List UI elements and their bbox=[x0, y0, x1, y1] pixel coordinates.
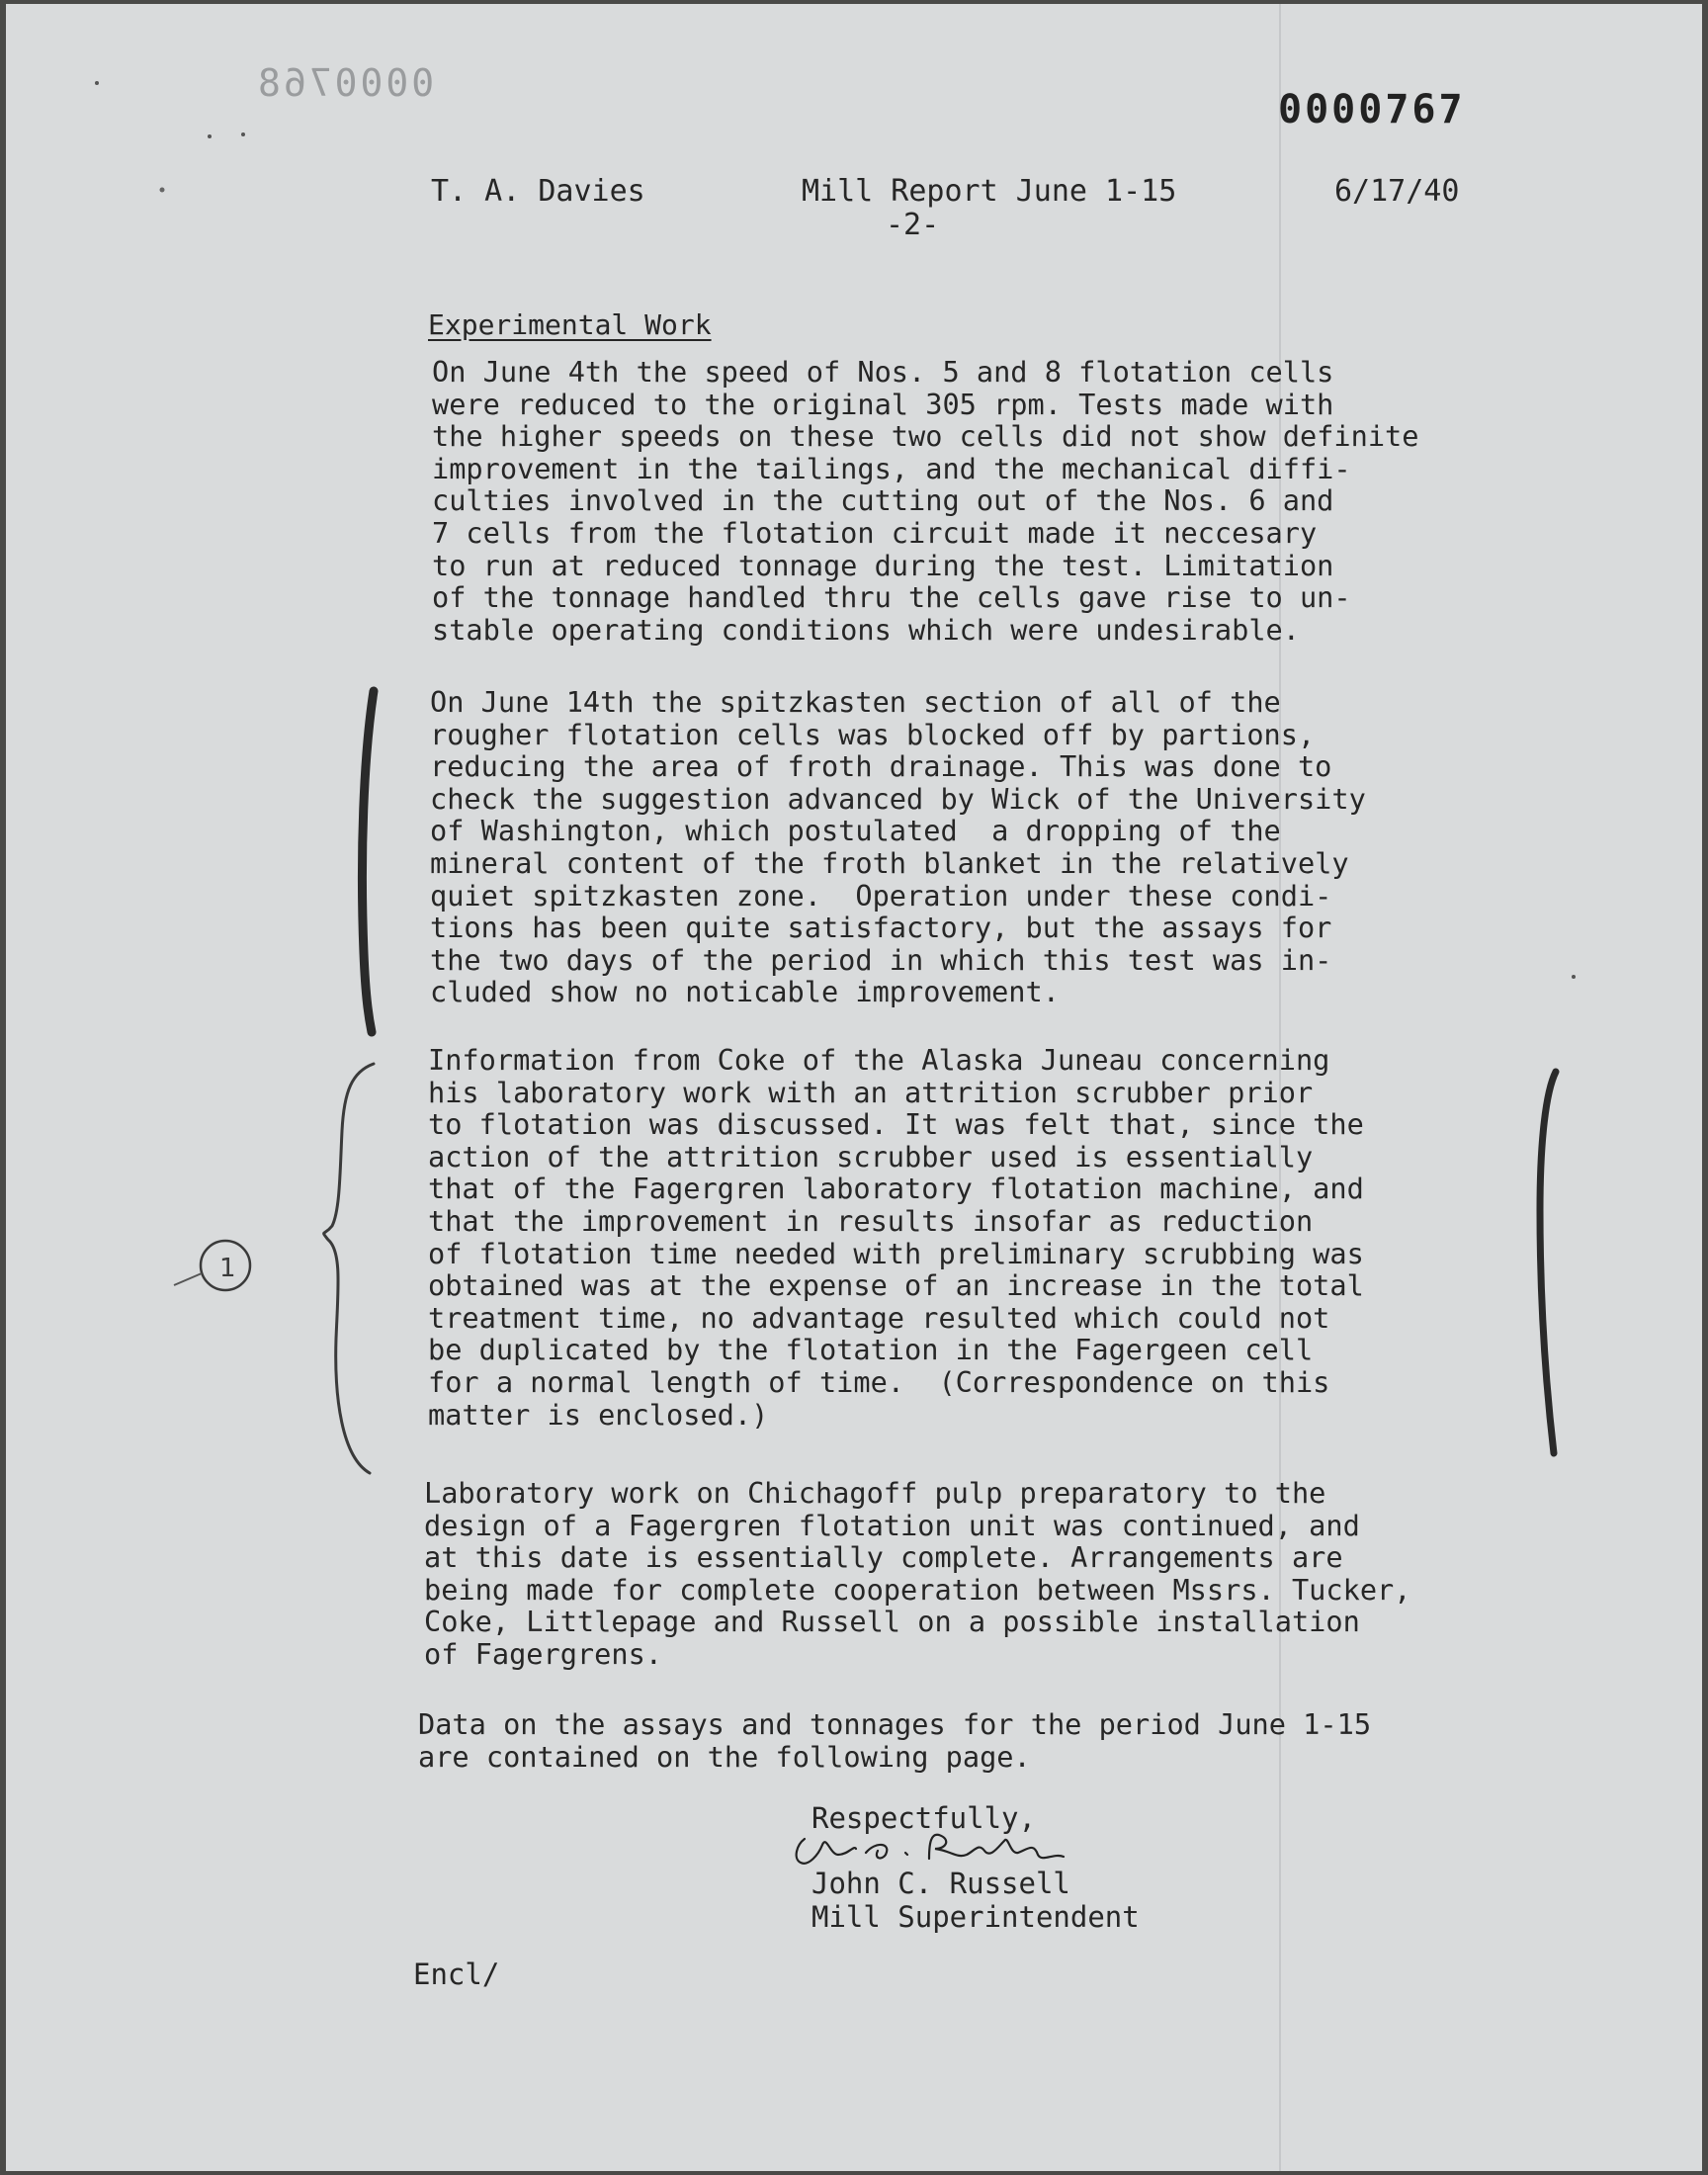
pencil-annotations bbox=[6, 4, 1702, 2171]
closing-salutation: Respectfully, bbox=[811, 1801, 1036, 1835]
paragraph-line: Data on the assays and tonnages for the period June 1-15 bbox=[418, 1707, 1372, 1741]
circled-note-tail bbox=[174, 1273, 202, 1285]
paragraph-line: improvement in the tailings, and the mechanical diffi- bbox=[432, 451, 1351, 485]
paragraph-line: his laboratory work with an attrition scrubber prior bbox=[428, 1075, 1314, 1109]
paragraph-line: Coke, Littlepage and Russell on a possible installation bbox=[424, 1605, 1360, 1639]
paragraph-line: 7 cells from the flotation circuit made it neccesary bbox=[432, 515, 1318, 550]
margin-brace bbox=[324, 1064, 374, 1473]
signer-name: John C. Russell bbox=[811, 1867, 1070, 1900]
paragraph-line: of flotation time needed with preliminary scrubbing was bbox=[428, 1236, 1364, 1270]
page-number: -2- bbox=[886, 208, 940, 242]
paragraph-line: stable operating conditions which were undesirable. bbox=[432, 612, 1300, 647]
paragraph-line: of the tonnage handled thru the cells gave rise to un- bbox=[432, 580, 1351, 615]
paragraph-line: culties involved in the cutting out of the Nos. 6 and bbox=[432, 483, 1334, 518]
document-page bbox=[6, 4, 1702, 2171]
paragraph-line: On June 14th the spitzkasten section of all of the bbox=[430, 685, 1281, 719]
signer-title: Mill Superintendent bbox=[811, 1900, 1140, 1934]
margin-bar-right bbox=[1540, 1072, 1556, 1453]
paragraph-line: the higher speeds on these two cells did not show definite bbox=[432, 419, 1419, 454]
paragraph-line: Information from Coke of the Alaska Juneau concerning bbox=[428, 1043, 1330, 1077]
paragraph-line: of Washington, which postulated a dropping of the bbox=[430, 814, 1281, 848]
paragraph-line: On June 4th the speed of Nos. 5 and 8 flotation cells bbox=[432, 355, 1334, 389]
paragraph-line: check the suggestion advanced by Wick of the University bbox=[430, 781, 1366, 816]
paragraph-line: rougher flotation cells was blocked off by partions, bbox=[430, 717, 1316, 751]
margin-bar-left bbox=[362, 691, 374, 1032]
paragraph-line: of Fagergrens. bbox=[424, 1636, 663, 1671]
paragraph-line: quiet spitzkasten zone. Operation under these condi- bbox=[430, 878, 1332, 913]
paragraph-line: be duplicated by the flotation in the Fagergeen cell bbox=[428, 1333, 1314, 1367]
handwritten-signature bbox=[797, 1835, 1064, 1864]
ghost-stamp-number: 0000768 bbox=[255, 61, 435, 105]
paragraph-line: are contained on the following page. bbox=[418, 1739, 1031, 1774]
paragraph-line: that of the Fagergren laboratory flotation machine, and bbox=[428, 1172, 1364, 1206]
paragraph-line: the two days of the period in which this test was in- bbox=[430, 942, 1332, 977]
paragraph-line: being made for complete cooperation between Mssrs. Tucker, bbox=[424, 1572, 1411, 1607]
paragraph-line: obtained was at the expense of an increase in the total bbox=[428, 1268, 1364, 1303]
paragraph-line: action of the attrition scrubber used is essentially bbox=[428, 1139, 1314, 1174]
header-subject: Mill Report June 1-15 bbox=[802, 174, 1177, 209]
paragraph-line: design of a Fagergren flotation unit was continued, and bbox=[424, 1508, 1360, 1542]
enclosure-note: Encl/ bbox=[413, 1958, 500, 1991]
section-title: Experimental Work bbox=[428, 308, 712, 341]
paragraph-line: treatment time, no advantage resulted which could not bbox=[428, 1300, 1330, 1335]
document-stamp-number: 0000767 bbox=[1278, 87, 1466, 132]
paragraph-line: Laboratory work on Chichagoff pulp preparatory to the bbox=[424, 1476, 1326, 1510]
paragraph-line: for a normal length of time. (Correspondence on this bbox=[428, 1364, 1330, 1399]
header-date: 6/17/40 bbox=[1334, 174, 1460, 209]
paragraph-line: at this date is essentially complete. Arrangements are bbox=[424, 1540, 1343, 1575]
paragraph-line: reducing the area of froth drainage. This was done to bbox=[430, 749, 1332, 784]
paragraph-line: that the improvement in results insofar as reduction bbox=[428, 1203, 1314, 1238]
circled-note-number: 1 bbox=[219, 1254, 236, 1283]
paragraph-line: cluded show no noticable improvement. bbox=[430, 975, 1060, 1009]
paragraph-line: to flotation was discussed. It was felt that, since the bbox=[428, 1107, 1364, 1142]
paragraph-line: matter is enclosed.) bbox=[428, 1397, 769, 1432]
paragraph-line: mineral content of the froth blanket in the relatively bbox=[430, 845, 1349, 880]
paragraph-line: tions has been quite satisfactory, but the assays for bbox=[430, 911, 1332, 945]
paragraph-line: to run at reduced tonnage during the test. Limitation bbox=[432, 548, 1334, 582]
header-recipient: T. A. Davies bbox=[431, 174, 645, 209]
paragraph-line: were reduced to the original 305 rpm. Tests made with bbox=[432, 387, 1334, 421]
